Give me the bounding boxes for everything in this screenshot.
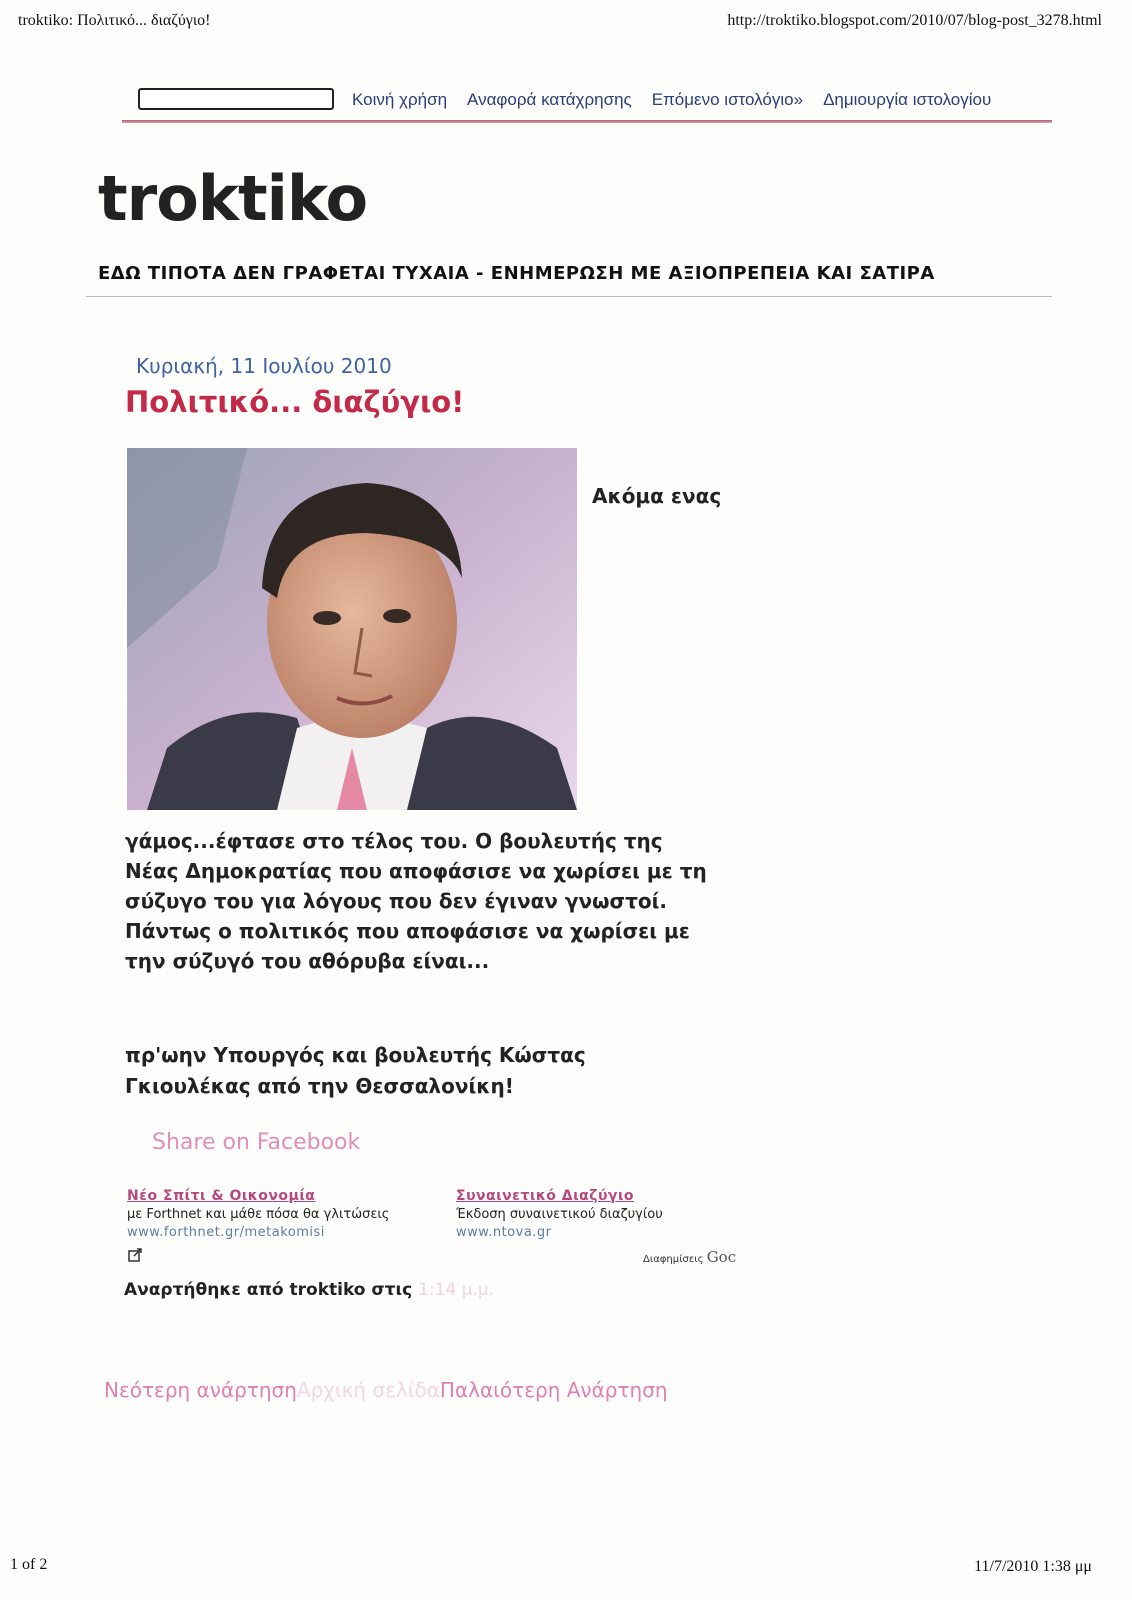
post-title[interactable]: Πολιτικό... διαζύγιο! <box>125 385 465 419</box>
blog-pager <box>104 1378 668 1402</box>
post-body-line: Πάντως ο πολιτικός που αποφάσισε να χωρίσει με <box>125 919 690 943</box>
post-timestamp-link[interactable]: 1:14 μ.μ. <box>418 1280 495 1300</box>
print-header-url: http://troktiko.blogspot.com/2010/07/blog-post_3278.html <box>727 12 1102 29</box>
ads-by-brand: Goc <box>706 1248 737 1266</box>
navbar-create-blog-link[interactable]: Δημιουργία ιστολογίου <box>823 90 992 109</box>
ads-by-label: Διαφημίσεις <box>643 1254 704 1265</box>
portrait-image <box>127 448 577 810</box>
print-header-title: troktiko: Πολιτικό... διαζύγιο! <box>18 12 211 29</box>
post-body-conclusion <box>125 1040 765 1102</box>
ads-by-google-link[interactable] <box>643 1248 736 1266</box>
post-body <box>125 826 765 976</box>
post-body-line: την σύζυγό του αθόρυβα είναι... <box>125 949 490 973</box>
post-body-line: Γκιουλέκας από την Θεσσαλονίκη! <box>125 1074 514 1098</box>
print-timestamp: 11/7/2010 1:38 μμ <box>974 1558 1092 1575</box>
ad-url[interactable]: www.ntova.gr <box>456 1225 552 1240</box>
ad-url[interactable]: www.forthnet.gr/metakomisi <box>127 1225 325 1240</box>
post-body-line: γάμος...έφτασε στο τέλος του. Ο βουλευτής της <box>125 829 663 853</box>
navbar-share-link[interactable]: Κοινή χρήση <box>352 90 448 109</box>
navbar-divider <box>122 120 1052 123</box>
ad-title[interactable]: Συναινετικό Διαζύγιο <box>456 1188 635 1204</box>
post-body-line: σύζυγο του για λόγους που δεν έγιναν γνωστοί. <box>125 889 667 913</box>
share-on-facebook-link[interactable]: Share on Facebook <box>152 1130 361 1155</box>
ad-title[interactable]: Νέο Σπίτι & Οικονομία <box>127 1188 316 1204</box>
post-footer <box>124 1280 494 1300</box>
ad-unit[interactable] <box>127 1188 389 1240</box>
external-link-icon[interactable] <box>128 1248 142 1262</box>
blogger-navbar <box>122 86 1052 126</box>
header-divider <box>86 296 1052 297</box>
home-link[interactable]: Αρχική σελίδα <box>296 1378 440 1402</box>
post-date: Κυριακή, 11 Ιουλίου 2010 <box>136 354 392 378</box>
post-photo[interactable] <box>127 448 577 810</box>
navbar-search-input[interactable] <box>138 88 334 110</box>
post-body-line: Νέας Δημοκρατίας που αποφάσισε να χωρίσει με τη <box>125 859 707 883</box>
print-page-count: 1 of 2 <box>10 1556 48 1573</box>
posted-by-text: Αναρτήθηκε από troktiko στις <box>124 1280 413 1300</box>
blog-title[interactable]: troktiko <box>98 162 368 235</box>
newer-post-link[interactable]: Νεότερη ανάρτηση <box>104 1378 297 1402</box>
navbar-links <box>352 90 991 110</box>
older-post-link[interactable]: Παλαιότερη Ανάρτηση <box>439 1378 668 1402</box>
ad-unit[interactable] <box>456 1188 663 1240</box>
navbar-report-abuse-link[interactable]: Αναφορά κατάχρησης <box>467 90 632 109</box>
post-lead-text: Ακόμα ενας <box>592 484 722 508</box>
ad-text: με Forthnet και μάθε πόσα θα γλιτώσεις <box>127 1207 390 1222</box>
navbar-next-blog-link[interactable]: Επόμενο ιστολόγιο» <box>651 90 804 109</box>
ad-text: Έκδοση συναινετικού διαζυγίου <box>456 1207 663 1222</box>
blog-description: ΕΔΩ ΤΙΠΟΤΑ ΔΕΝ ΓΡΑΦΕΤΑΙ ΤΥΧΑΙΑ - ΕΝΗΜΕΡΩΣΗ ΜΕ ΑΞΙΟΠΡΕΠΕΙΑ ΚΑΙ ΣΑΤΙΡΑ <box>98 263 935 284</box>
post-body-line: πρ'ωην Υπουργός και βουλευτής Κώστας <box>125 1043 586 1067</box>
